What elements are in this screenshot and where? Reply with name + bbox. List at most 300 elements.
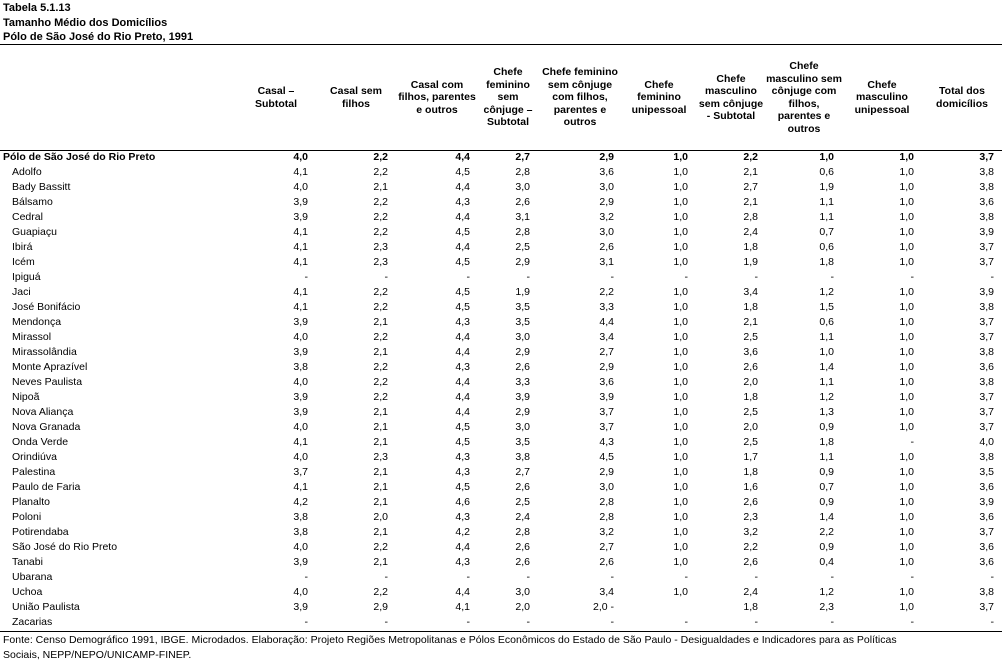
table-cell: 1,1 bbox=[819, 331, 834, 343]
column-header-municipality bbox=[0, 45, 236, 150]
column-header: Chefe feminino unipessoal bbox=[631, 78, 687, 116]
table-cell: 4,5 bbox=[455, 436, 470, 448]
table-cell: 3,8 bbox=[293, 511, 308, 523]
table-cell: 2,9 bbox=[599, 466, 614, 478]
table-cell: 3,4 bbox=[599, 331, 614, 343]
table-cell: 4,1 bbox=[293, 166, 308, 178]
table-cell: 1,0 bbox=[899, 556, 914, 568]
table-cell: 2,1 bbox=[373, 436, 388, 448]
table-cell: 3,2 bbox=[743, 526, 758, 538]
table-cell: 2,2 bbox=[373, 166, 388, 178]
table-cell: 1,0 bbox=[899, 406, 914, 418]
table-cell: 1,0 bbox=[899, 241, 914, 253]
row-label: União Paulista bbox=[12, 601, 80, 613]
table-cell: 3,9 bbox=[979, 226, 994, 238]
header-row bbox=[0, 45, 1002, 150]
table-cell: 3,6 bbox=[979, 541, 994, 553]
table-cell: 3,8 bbox=[293, 526, 308, 538]
table-cell: - bbox=[610, 616, 614, 628]
table-cell: 1,0 bbox=[673, 526, 688, 538]
table-cell: 4,4 bbox=[455, 151, 470, 163]
table-cell: 3,5 bbox=[515, 301, 530, 313]
table-cell: 2,0 bbox=[515, 601, 530, 613]
table-cell: 1,4 bbox=[819, 361, 834, 373]
table-cell: 3,9 bbox=[293, 211, 308, 223]
table-cell: 1,0 bbox=[899, 181, 914, 193]
table-cell: 2,7 bbox=[515, 466, 530, 478]
table-cell: 4,3 bbox=[455, 466, 470, 478]
row-label: Adolfo bbox=[12, 166, 42, 178]
table-cell: 3,6 bbox=[599, 376, 614, 388]
table-cell: 3,8 bbox=[293, 361, 308, 373]
table-cell: 1,0 bbox=[673, 331, 688, 343]
table-cell: 1,0 bbox=[673, 286, 688, 298]
table-cell: 1,2 bbox=[819, 286, 834, 298]
table-cell: 4,5 bbox=[455, 286, 470, 298]
table-cell: 2,6 bbox=[743, 496, 758, 508]
table-cell: 1,0 bbox=[673, 256, 688, 268]
table-cell: 2,1 bbox=[743, 196, 758, 208]
table-cell: 2,1 bbox=[373, 481, 388, 493]
table-cell: 1,0 bbox=[899, 481, 914, 493]
table-cell: 4,4 bbox=[455, 586, 470, 598]
column-header: Casal sem filhos bbox=[330, 85, 382, 110]
table-cell: 1,0 bbox=[899, 391, 914, 403]
table-row bbox=[0, 375, 1002, 390]
row-label: José Bonifácio bbox=[12, 301, 81, 313]
table-cell: 3,0 bbox=[515, 421, 530, 433]
table-cell: 4,1 bbox=[455, 601, 470, 613]
table-cell: - bbox=[990, 571, 994, 583]
table-cell: 1,5 bbox=[819, 301, 834, 313]
column-header: Chefe masculino sem cônjuge com filhos, parentes e outros bbox=[766, 60, 842, 135]
table-cell: 1,0 bbox=[899, 541, 914, 553]
column-header: Chefe masculino sem cônjuge - Subtotal bbox=[698, 72, 764, 122]
table-cell: 2,2 bbox=[819, 526, 834, 538]
table-row bbox=[0, 435, 1002, 450]
table-cell: 2,2 bbox=[373, 226, 388, 238]
table-cell: 1,0 bbox=[673, 541, 688, 553]
table-cell: 2,2 bbox=[373, 331, 388, 343]
table-cell: 3,9 bbox=[599, 391, 614, 403]
table-cell: 2,6 bbox=[515, 556, 530, 568]
table-cell: 1,0 bbox=[899, 256, 914, 268]
table-cell: 2,6 bbox=[743, 361, 758, 373]
table-cell: 3,8 bbox=[979, 451, 994, 463]
table-cell: - bbox=[830, 271, 834, 283]
table-cell: 3,7 bbox=[979, 151, 994, 163]
table-row bbox=[0, 255, 1002, 270]
table-cell: 2,3 bbox=[373, 256, 388, 268]
table-cell: 3,6 bbox=[979, 361, 994, 373]
table-cell: 2,1 bbox=[373, 496, 388, 508]
table-cell: 1,0 bbox=[673, 436, 688, 448]
table-cell: 4,5 bbox=[455, 256, 470, 268]
table-cell: - bbox=[304, 271, 308, 283]
table-cell: 4,3 bbox=[455, 511, 470, 523]
table-cell: 3,7 bbox=[293, 466, 308, 478]
table-cell: 4,3 bbox=[455, 556, 470, 568]
table-cell: 3,4 bbox=[599, 586, 614, 598]
row-label: Monte Aprazível bbox=[12, 361, 88, 373]
table-cell: 2,1 bbox=[373, 466, 388, 478]
table-cell: 1,0 bbox=[673, 211, 688, 223]
table-cell: 1,0 bbox=[899, 466, 914, 478]
table-cell: 2,5 bbox=[743, 331, 758, 343]
table-title: Tamanho Médio dos Domicílios bbox=[3, 16, 168, 29]
table-cell: 2,9 bbox=[599, 361, 614, 373]
table-cell: 1,9 bbox=[819, 181, 834, 193]
table-cell: 2,2 bbox=[743, 541, 758, 553]
source-note-line-2: Sociais, NEPP/NEPO/UNICAMP-FINEP. bbox=[3, 649, 192, 661]
source-note bbox=[3, 633, 999, 663]
table-cell: 2,5 bbox=[743, 406, 758, 418]
table-cell: - bbox=[754, 616, 758, 628]
table-cell: 1,0 bbox=[899, 196, 914, 208]
table-cell: 2,6 bbox=[515, 361, 530, 373]
table-cell: 1,0 bbox=[819, 346, 834, 358]
table-cell: 4,4 bbox=[455, 181, 470, 193]
table-cell: 2,8 bbox=[599, 511, 614, 523]
row-label: Bady Bassitt bbox=[12, 181, 71, 193]
table-cell: 4,0 bbox=[293, 451, 308, 463]
table-cell: 1,8 bbox=[819, 256, 834, 268]
row-label: Guapiaçu bbox=[12, 226, 57, 238]
table-cell: 1,0 bbox=[673, 181, 688, 193]
table-cell: 4,3 bbox=[455, 316, 470, 328]
table-cell: 1,6 bbox=[743, 481, 758, 493]
table-cell: 2,1 bbox=[373, 346, 388, 358]
table-cell: 4,0 bbox=[293, 541, 308, 553]
table-cell: 1,0 bbox=[673, 511, 688, 523]
table-cell: 3,7 bbox=[979, 526, 994, 538]
table-cell: 3,6 bbox=[979, 196, 994, 208]
table-cell: 2,9 bbox=[373, 601, 388, 613]
table-cell: - bbox=[830, 616, 834, 628]
table-cell: 4,4 bbox=[455, 376, 470, 388]
table-cell: 1,0 bbox=[673, 226, 688, 238]
table-cell: - bbox=[910, 616, 914, 628]
table-row bbox=[0, 570, 1002, 585]
table-cell: 2,9 bbox=[515, 346, 530, 358]
table-cell: 2,6 bbox=[599, 241, 614, 253]
table-cell: - bbox=[684, 616, 688, 628]
table-cell: 1,1 bbox=[819, 376, 834, 388]
table-row bbox=[0, 585, 1002, 600]
table-cell: 2,8 bbox=[515, 226, 530, 238]
table-cell: 4,0 bbox=[979, 436, 994, 448]
table-cell: 1,4 bbox=[819, 511, 834, 523]
table-cell: 0,7 bbox=[819, 226, 834, 238]
table-cell: 4,1 bbox=[293, 481, 308, 493]
row-label: Bálsamo bbox=[12, 196, 53, 208]
table-cell: 2,3 bbox=[373, 451, 388, 463]
data-table bbox=[0, 45, 1002, 630]
table-cell: 1,0 bbox=[899, 346, 914, 358]
table-cell: 1,8 bbox=[743, 241, 758, 253]
row-label: Ipiguá bbox=[12, 271, 41, 283]
table-cell: 2,2 bbox=[599, 286, 614, 298]
table-cell: - bbox=[610, 271, 614, 283]
table-cell: 1,1 bbox=[819, 196, 834, 208]
source-note-line-1: Fonte: Censo Demográfico 1991, IBGE. Microdados. Elaboração: Projeto Regiões Metropolitanas e Pólos Econômicos do Estado de São Paulo - Desigualdades e Indicadores para as Políticas bbox=[3, 634, 897, 646]
table-cell: 1,0 bbox=[673, 196, 688, 208]
row-label: São José do Rio Preto bbox=[12, 541, 118, 553]
table-cell: 3,6 bbox=[979, 481, 994, 493]
column-header: Chefe feminino sem cônjuge com filhos, parentes e outros bbox=[542, 66, 618, 129]
row-label: Ubarana bbox=[12, 571, 53, 583]
table-cell: - bbox=[910, 271, 914, 283]
column-header: Chefe masculino unipessoal bbox=[854, 78, 910, 116]
table-cell: 1,0 bbox=[899, 361, 914, 373]
table-cell: 2,2 bbox=[373, 391, 388, 403]
table-cell: 1,0 bbox=[899, 586, 914, 598]
table-cell: 1,0 bbox=[899, 211, 914, 223]
table-cell: 0,4 bbox=[819, 556, 834, 568]
table-cell: 2,8 bbox=[599, 496, 614, 508]
table-cell: 3,6 bbox=[743, 346, 758, 358]
table-row bbox=[0, 330, 1002, 345]
table-cell: 2,0 - bbox=[592, 601, 614, 613]
table-cell: 2,1 bbox=[373, 526, 388, 538]
table-cell: 3,2 bbox=[599, 211, 614, 223]
table-cell: 3,7 bbox=[979, 331, 994, 343]
table-cell: 2,9 bbox=[515, 256, 530, 268]
table-cell: 3,1 bbox=[599, 256, 614, 268]
table-cell: 2,2 bbox=[373, 376, 388, 388]
table-cell: 4,0 bbox=[293, 151, 308, 163]
table-cell: 2,4 bbox=[743, 586, 758, 598]
table-cell: 3,5 bbox=[515, 316, 530, 328]
table-row bbox=[0, 405, 1002, 420]
table-cell: 3,0 bbox=[515, 181, 530, 193]
table-cell: 3,7 bbox=[979, 391, 994, 403]
table-cell: 1,0 bbox=[673, 376, 688, 388]
table-cell: 1,1 bbox=[819, 211, 834, 223]
table-cell: 2,5 bbox=[743, 436, 758, 448]
row-label: Palestina bbox=[12, 466, 56, 478]
table-cell: - bbox=[466, 271, 470, 283]
table-cell: 3,9 bbox=[979, 496, 994, 508]
table-cell: 0,7 bbox=[819, 481, 834, 493]
table-cell: 3,7 bbox=[979, 406, 994, 418]
table-cell: - bbox=[304, 616, 308, 628]
table-cell: 1,0 bbox=[673, 316, 688, 328]
total-row bbox=[0, 150, 1002, 165]
table-cell: 2,9 bbox=[515, 406, 530, 418]
table-cell: 1,0 bbox=[673, 481, 688, 493]
table-cell: 3,8 bbox=[979, 181, 994, 193]
table-cell: 2,1 bbox=[373, 556, 388, 568]
table-cell: 4,3 bbox=[455, 196, 470, 208]
table-cell: - bbox=[684, 271, 688, 283]
table-row bbox=[0, 180, 1002, 195]
table-cell: 3,7 bbox=[979, 316, 994, 328]
table-cell: 4,1 bbox=[293, 241, 308, 253]
table-cell: 1,0 bbox=[673, 451, 688, 463]
table-cell: 2,0 bbox=[743, 421, 758, 433]
table-cell: 4,0 bbox=[293, 376, 308, 388]
table-cell: 1,0 bbox=[673, 406, 688, 418]
table-row bbox=[0, 540, 1002, 555]
table-cell: 3,1 bbox=[515, 211, 530, 223]
table-cell: 3,7 bbox=[979, 601, 994, 613]
table-cell: 1,0 bbox=[673, 466, 688, 478]
table-row bbox=[0, 510, 1002, 525]
table-cell: 2,2 bbox=[373, 361, 388, 373]
table-cell: 3,9 bbox=[293, 406, 308, 418]
table-cell: 3,7 bbox=[599, 406, 614, 418]
row-label: Paulo de Faria bbox=[12, 481, 81, 493]
table-cell: 2,3 bbox=[743, 511, 758, 523]
table-row bbox=[0, 210, 1002, 225]
table-cell: 3,9 bbox=[515, 391, 530, 403]
table-cell: - bbox=[754, 271, 758, 283]
table-cell: 4,4 bbox=[599, 316, 614, 328]
table-cell: - bbox=[466, 616, 470, 628]
table-cell: 2,2 bbox=[373, 541, 388, 553]
table-cell: 4,5 bbox=[599, 451, 614, 463]
table-row bbox=[0, 615, 1002, 630]
table-cell: 3,7 bbox=[599, 421, 614, 433]
table-cell: 2,2 bbox=[373, 586, 388, 598]
table-cell: 3,7 bbox=[979, 256, 994, 268]
table-cell: 4,1 bbox=[293, 226, 308, 238]
table-cell: - bbox=[910, 436, 914, 448]
table-cell: 4,4 bbox=[455, 346, 470, 358]
row-label: Cedral bbox=[12, 211, 43, 223]
table-cell: 2,7 bbox=[599, 346, 614, 358]
table-row bbox=[0, 450, 1002, 465]
table-cell: 1,2 bbox=[819, 586, 834, 598]
table-cell: 0,6 bbox=[819, 241, 834, 253]
table-cell: 1,3 bbox=[819, 406, 834, 418]
table-cell: 2,5 bbox=[515, 496, 530, 508]
table-cell: 1,8 bbox=[743, 391, 758, 403]
table-cell: 4,5 bbox=[455, 421, 470, 433]
table-cell: 3,8 bbox=[979, 586, 994, 598]
table-cell: - bbox=[990, 271, 994, 283]
table-cell: 3,9 bbox=[293, 556, 308, 568]
table-cell: 2,1 bbox=[373, 406, 388, 418]
table-cell: - bbox=[610, 571, 614, 583]
row-label: Tanabi bbox=[12, 556, 43, 568]
table-row bbox=[0, 225, 1002, 240]
table-cell: 4,6 bbox=[455, 496, 470, 508]
table-cell: 3,0 bbox=[599, 181, 614, 193]
table-cell: 1,0 bbox=[899, 166, 914, 178]
table-cell: 3,9 bbox=[293, 391, 308, 403]
table-cell: 4,4 bbox=[455, 331, 470, 343]
row-label: Jaci bbox=[12, 286, 31, 298]
table-cell: 2,8 bbox=[743, 211, 758, 223]
table-cell: 1,0 bbox=[899, 286, 914, 298]
table-cell: 1,0 bbox=[673, 151, 688, 163]
table-row bbox=[0, 240, 1002, 255]
row-label: Potirendaba bbox=[12, 526, 69, 538]
column-header: Total dos domicílios bbox=[936, 85, 988, 110]
table-cell: 3,9 bbox=[293, 316, 308, 328]
table-row bbox=[0, 195, 1002, 210]
table-row bbox=[0, 495, 1002, 510]
table-cell: 4,4 bbox=[455, 211, 470, 223]
column-header: Casal – Subtotal bbox=[255, 85, 297, 110]
table-cell: 2,1 bbox=[743, 316, 758, 328]
table-subtitle: Pólo de São José do Rio Preto, 1991 bbox=[3, 31, 194, 43]
table-cell: 1,7 bbox=[743, 451, 758, 463]
table-cell: 3,8 bbox=[979, 166, 994, 178]
table-cell: 2,0 bbox=[743, 376, 758, 388]
table-cell: 4,5 bbox=[455, 226, 470, 238]
table-cell: 1,0 bbox=[673, 496, 688, 508]
table-cell: 1,2 bbox=[819, 391, 834, 403]
table-cell: 1,0 bbox=[899, 601, 914, 613]
table-cell: 3,6 bbox=[979, 511, 994, 523]
table-cell: 2,2 bbox=[373, 286, 388, 298]
table-cell: 2,1 bbox=[373, 316, 388, 328]
table-cell: 1,0 bbox=[673, 421, 688, 433]
table-cell: 1,8 bbox=[819, 436, 834, 448]
table-cell: - bbox=[526, 616, 530, 628]
table-cell: 0,9 bbox=[819, 421, 834, 433]
table-cell: 2,6 bbox=[599, 556, 614, 568]
table-cell: 0,6 bbox=[819, 316, 834, 328]
table-cell: 0,9 bbox=[819, 466, 834, 478]
table-cell: 3,3 bbox=[515, 376, 530, 388]
table-row bbox=[0, 465, 1002, 480]
table-row bbox=[0, 480, 1002, 495]
row-label: Mirassol bbox=[12, 331, 52, 343]
table-cell: 1,0 bbox=[899, 526, 914, 538]
table-cell: 2,9 bbox=[599, 151, 614, 163]
table-cell: 3,2 bbox=[599, 526, 614, 538]
table-cell: 1,0 bbox=[673, 166, 688, 178]
table-row bbox=[0, 315, 1002, 330]
table-cell: 3,3 bbox=[599, 301, 614, 313]
table-cell: 2,0 bbox=[373, 511, 388, 523]
row-label: Ibirá bbox=[12, 241, 33, 253]
table-cell: 1,8 bbox=[743, 301, 758, 313]
table-cell: 4,1 bbox=[293, 301, 308, 313]
table-cell: 4,0 bbox=[293, 181, 308, 193]
row-label: Neves Paulista bbox=[12, 376, 83, 388]
table-cell: 2,6 bbox=[515, 541, 530, 553]
table-cell: 2,8 bbox=[515, 526, 530, 538]
row-label: Nova Granada bbox=[12, 421, 81, 433]
table-cell: 1,0 bbox=[819, 151, 834, 163]
table-cell: 3,8 bbox=[979, 301, 994, 313]
table-cell: 2,7 bbox=[515, 151, 530, 163]
table-cell: 2,7 bbox=[599, 541, 614, 553]
table-row bbox=[0, 345, 1002, 360]
table-cell: - bbox=[684, 571, 688, 583]
table-cell: 3,9 bbox=[293, 601, 308, 613]
table-title-block bbox=[3, 1, 193, 45]
row-label: Nova Aliança bbox=[12, 406, 74, 418]
table-cell: 2,1 bbox=[373, 181, 388, 193]
table-cell: 4,4 bbox=[455, 391, 470, 403]
table-cell: 2,6 bbox=[515, 481, 530, 493]
row-label: Mirassolândia bbox=[12, 346, 77, 358]
row-label: Onda Verde bbox=[12, 436, 69, 448]
table-cell: 4,4 bbox=[455, 406, 470, 418]
table-cell: 4,2 bbox=[293, 496, 308, 508]
table-cell: 2,9 bbox=[599, 196, 614, 208]
table-cell: - bbox=[754, 571, 758, 583]
column-header: Casal com filhos, parentes e outros bbox=[398, 78, 476, 116]
row-label: Planalto bbox=[12, 496, 50, 508]
table-cell: 1,8 bbox=[743, 601, 758, 613]
